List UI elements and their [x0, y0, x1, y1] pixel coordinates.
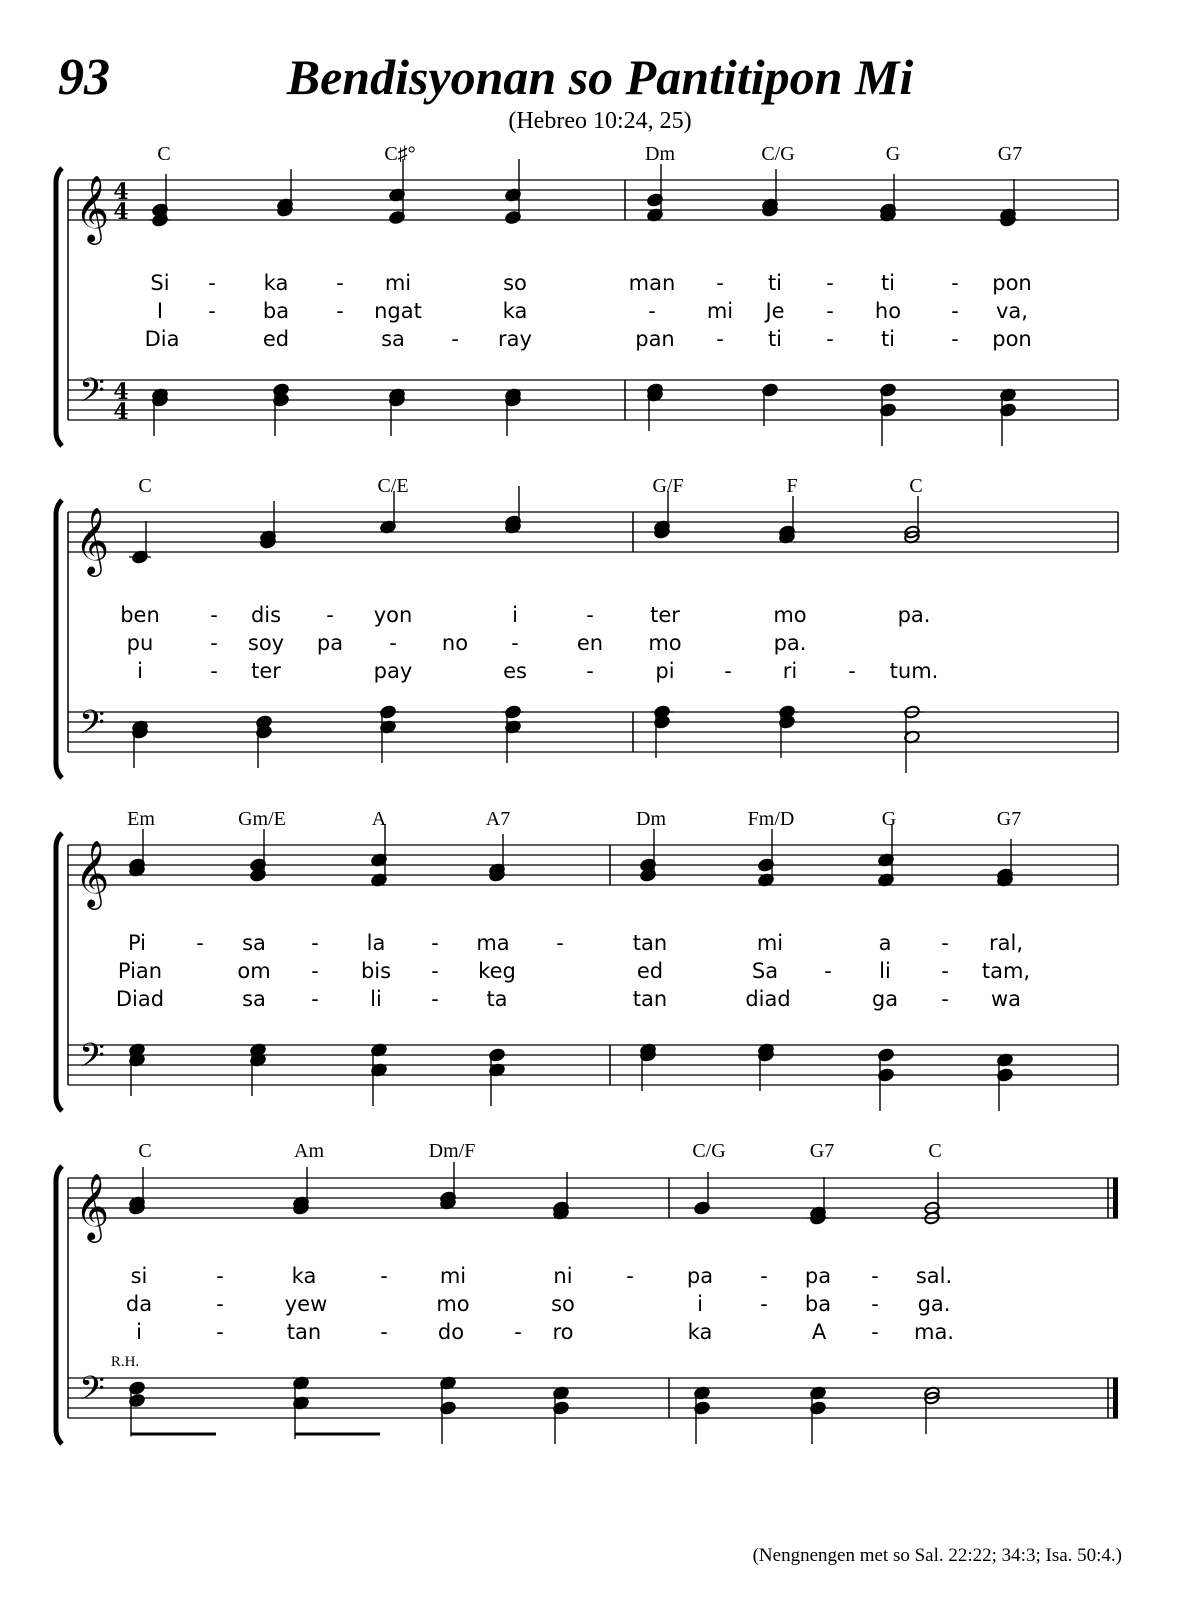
lyric-syllable: bis [360, 959, 392, 983]
rh-marking: R.H. [110, 1354, 140, 1370]
lyric-syllable: pa [686, 1264, 714, 1288]
lyric-syllable: tan [286, 1320, 322, 1344]
lyric-syllable: ma. [913, 1320, 955, 1344]
lyric-syllable: Pi [127, 931, 147, 955]
lyric-syllable: ter [650, 603, 680, 627]
hymn-title: Bendisyonan so Pantitipon Mi [286, 49, 914, 105]
lyric-syllable: a [878, 931, 892, 955]
lyric-syllable: ti [767, 327, 783, 351]
lyric-syllable: wa [990, 987, 1022, 1011]
lyric-hyphen: - [311, 987, 319, 1011]
lyric-syllable: dis [250, 603, 282, 627]
bass-clef-icon: 𝄢 [79, 1037, 105, 1083]
lyric-syllable: pu [126, 631, 154, 655]
lyric-syllable: Diad [115, 987, 165, 1011]
lyric-hyphen: - [871, 1320, 879, 1344]
bass-staff [68, 380, 1118, 420]
lyric-syllable: om [237, 959, 271, 983]
lyric-hyphen: - [848, 659, 856, 683]
lyric-syllable: mi [384, 271, 412, 295]
lyric-hyphen: - [208, 299, 216, 323]
lyric-syllable: Si [150, 271, 170, 295]
lyric-syllable: i [512, 603, 518, 627]
lyric-hyphen: - [871, 1264, 879, 1288]
lyric-hyphen: - [760, 1264, 768, 1288]
lyric-hyphen: - [724, 659, 732, 683]
lyric-hyphen: - [311, 959, 319, 983]
lyric-syllable: ga. [917, 1292, 951, 1316]
lyric-syllable: tum. [889, 659, 939, 683]
scripture-reference: (Hebreo 10:24, 25) [508, 108, 692, 134]
lyric-hyphen: - [389, 631, 397, 655]
chord-symbol: Dm [636, 808, 666, 830]
lyric-syllable: ba [262, 299, 290, 323]
lyric-syllable: i [136, 1320, 142, 1344]
chord-symbol: A7 [485, 808, 511, 830]
lyric-syllable: mo [648, 631, 682, 655]
chord-symbol: Em [127, 808, 155, 830]
lyric-syllable: ka [263, 271, 289, 295]
lyric-syllable: ed [636, 959, 664, 983]
lyric-syllable: ti [880, 271, 896, 295]
treble-staff [68, 1178, 1118, 1218]
lyric-syllable: ho [874, 299, 902, 323]
lyric-syllable: ben [120, 603, 160, 627]
treble-clef-icon: 𝄞 [74, 839, 110, 907]
lyric-hyphen: - [941, 987, 949, 1011]
lyric-syllable: si [130, 1264, 148, 1288]
lyric-hyphen: - [826, 299, 834, 323]
lyric-syllable: ka [291, 1264, 317, 1288]
lyric-syllable: ed [262, 327, 290, 351]
lyric-syllable: sa [381, 327, 405, 351]
lyric-syllable: es [503, 659, 527, 683]
lyric-hyphen: - [431, 959, 439, 983]
chord-symbol: G7 [809, 1140, 835, 1162]
lyric-syllable: do [437, 1320, 465, 1344]
lyric-hyphen: - [951, 327, 959, 351]
treble-clef-icon: 𝄞 [74, 506, 110, 574]
time-signature-top: 4 [113, 179, 129, 205]
lyric-syllable: pa. [897, 603, 931, 627]
lyric-syllable: diad [745, 987, 791, 1011]
lyric-hyphen: - [336, 299, 344, 323]
chord-symbol: C [928, 1140, 942, 1162]
lyric-hyphen: - [511, 631, 519, 655]
lyric-syllable: Je [765, 299, 785, 323]
system-bracket [56, 833, 62, 1111]
lyric-syllable: ti [880, 327, 896, 351]
lyric-syllable: mi [706, 299, 734, 323]
chord-symbol: G/F [652, 475, 684, 497]
lyric-syllable: en [576, 631, 604, 655]
bass-staff [68, 1378, 1118, 1418]
lyric-syllable: tam, [981, 959, 1031, 983]
lyric-hyphen: - [210, 659, 218, 683]
lyric-syllable: pi [655, 659, 675, 683]
lyric-hyphen: - [941, 931, 949, 955]
lyric-hyphen: - [210, 631, 218, 655]
lyric-hyphen: - [648, 299, 656, 323]
lyric-syllable: li [370, 987, 382, 1011]
lyric-syllable: yon [373, 603, 413, 627]
bass-clef-icon: 𝄢 [79, 372, 105, 418]
lyric-syllable: i [137, 659, 143, 683]
lyric-syllable: Pian [117, 959, 163, 983]
lyric-hyphen: - [431, 931, 439, 955]
lyric-hyphen: - [210, 603, 218, 627]
lyric-hyphen: - [380, 1320, 388, 1344]
treble-clef-icon: 𝄞 [74, 174, 110, 242]
lyric-syllable: mi [439, 1264, 467, 1288]
lyric-syllable: ga [871, 987, 899, 1011]
chord-symbol: C♯° [384, 143, 416, 165]
lyric-syllable: ral, [988, 931, 1024, 955]
treble-staff [68, 180, 1118, 220]
chord-symbol: C/G [692, 1140, 726, 1162]
lyric-syllable: Dia [144, 327, 180, 351]
bass-staff [68, 1045, 1118, 1085]
lyric-syllable: ray [498, 327, 532, 351]
lyric-syllable: pon [992, 327, 1032, 351]
lyric-syllable: mo [436, 1292, 470, 1316]
treble-clef-icon: 𝄞 [74, 1172, 110, 1240]
lyric-syllable: so [503, 271, 527, 295]
lyric-syllable: pa. [773, 631, 807, 655]
bass-clef-icon: 𝄢 [79, 1370, 105, 1416]
chord-symbol: G [881, 808, 897, 830]
time-signature-bottom: 4 [113, 199, 129, 225]
lyric-syllable: ba [804, 1292, 832, 1316]
lyric-hyphen: - [941, 959, 949, 983]
lyric-syllable: tan [632, 931, 668, 955]
lyric-syllable: soy [247, 631, 285, 655]
system-3 [56, 824, 1118, 1111]
lyric-syllable: da [125, 1292, 153, 1316]
chord-symbol: G7 [996, 808, 1022, 830]
lyric-hyphen: - [216, 1320, 224, 1344]
lyric-hyphen: - [716, 327, 724, 351]
treble-staff [68, 845, 1118, 885]
lyric-hyphen: - [716, 271, 724, 295]
system-bracket [56, 168, 62, 446]
lyric-hyphen: - [760, 1292, 768, 1316]
lyric-syllable: ngat [374, 299, 422, 323]
lyric-hyphen: - [824, 959, 832, 983]
lyric-syllable: ka [502, 299, 528, 323]
lyric-hyphen: - [514, 1320, 522, 1344]
lyric-syllable: A [811, 1320, 827, 1344]
lyric-hyphen: - [586, 603, 594, 627]
chord-symbol: Dm [645, 143, 675, 165]
lyric-hyphen: - [556, 931, 564, 955]
lyric-syllable: ti [767, 271, 783, 295]
lyric-syllable: man [628, 271, 676, 295]
chord-symbol: F [786, 475, 798, 497]
lyric-syllable: li [879, 959, 891, 983]
chord-symbol: G7 [997, 143, 1023, 165]
lyric-syllable: pa [316, 631, 344, 655]
lyric-syllable: i [697, 1292, 703, 1316]
lyric-hyphen: - [871, 1292, 879, 1316]
lyric-syllable: I [156, 299, 164, 323]
time-signature-bottom: 4 [113, 399, 129, 425]
lyric-syllable: pay [373, 659, 413, 683]
lyric-syllable: ta [486, 987, 508, 1011]
lyric-syllable: ter [251, 659, 281, 683]
chord-symbol: Gm/E [238, 808, 286, 830]
lyric-hyphen: - [451, 327, 459, 351]
lyric-hyphen: - [951, 299, 959, 323]
lyric-syllable: no [441, 631, 469, 655]
hymn-number: 93 [58, 49, 110, 106]
chord-symbol: A [371, 808, 387, 830]
chord-symbol: C [138, 1140, 152, 1162]
lyric-hyphen: - [431, 987, 439, 1011]
lyric-syllable: Sa [751, 959, 779, 983]
bass-staff [68, 712, 1118, 752]
lyric-syllable: sa [242, 987, 266, 1011]
lyric-syllable: ma [476, 931, 510, 955]
lyric-syllable: va, [996, 299, 1028, 323]
lyric-syllable: ro [552, 1320, 574, 1344]
chord-symbol: G [885, 143, 901, 165]
time-signature-top: 4 [113, 379, 129, 405]
final-barline-thick [1113, 1378, 1118, 1418]
lyric-hyphen: - [216, 1264, 224, 1288]
treble-staff [68, 512, 1118, 552]
chord-symbol: Fm/D [747, 808, 795, 830]
lyric-syllable: keg [478, 959, 516, 983]
lyric-hyphen: - [826, 271, 834, 295]
chord-symbol: C/G [761, 143, 795, 165]
chord-symbol: C/E [377, 475, 409, 497]
lyric-syllable: tan [632, 987, 668, 1011]
chord-symbol: C [138, 475, 152, 497]
lyric-syllable: sa [242, 931, 266, 955]
lyric-hyphen: - [326, 603, 334, 627]
lyric-syllable: pon [992, 271, 1032, 295]
lyric-syllable: so [551, 1292, 575, 1316]
lyric-hyphen: - [951, 271, 959, 295]
lyric-hyphen: - [208, 271, 216, 295]
chord-symbol: Dm/F [428, 1140, 476, 1162]
lyric-hyphen: - [826, 327, 834, 351]
lyric-hyphen: - [311, 931, 319, 955]
lyric-syllable: pa [804, 1264, 832, 1288]
lyric-syllable: la [366, 931, 386, 955]
system-bracket [56, 500, 62, 778]
footnote: (Nengnengen met so Sal. 22:22; 34:3; Isa. 50:4.) [752, 1545, 1122, 1566]
chord-symbol: C [157, 143, 171, 165]
lyric-syllable: ni [553, 1264, 573, 1288]
lyric-syllable: pan [635, 327, 675, 351]
system-bracket [56, 1166, 62, 1444]
lyric-hyphen: - [626, 1264, 634, 1288]
lyric-syllable: mi [756, 931, 784, 955]
lyric-hyphen: - [586, 659, 594, 683]
final-barline-thick [1113, 1178, 1118, 1218]
lyric-hyphen: - [380, 1264, 388, 1288]
chord-symbol: Am [294, 1140, 324, 1162]
lyric-syllable: ka [687, 1320, 713, 1344]
lyric-hyphen: - [216, 1292, 224, 1316]
lyric-syllable: mo [773, 603, 807, 627]
lyric-hyphen: - [336, 271, 344, 295]
lyric-hyphen: - [196, 931, 204, 955]
chord-symbol: C [909, 475, 923, 497]
lyric-syllable: ri [782, 659, 798, 683]
bass-clef-icon: 𝄢 [79, 704, 105, 750]
lyric-syllable: yew [284, 1292, 328, 1316]
lyric-syllable: sal. [915, 1264, 953, 1288]
